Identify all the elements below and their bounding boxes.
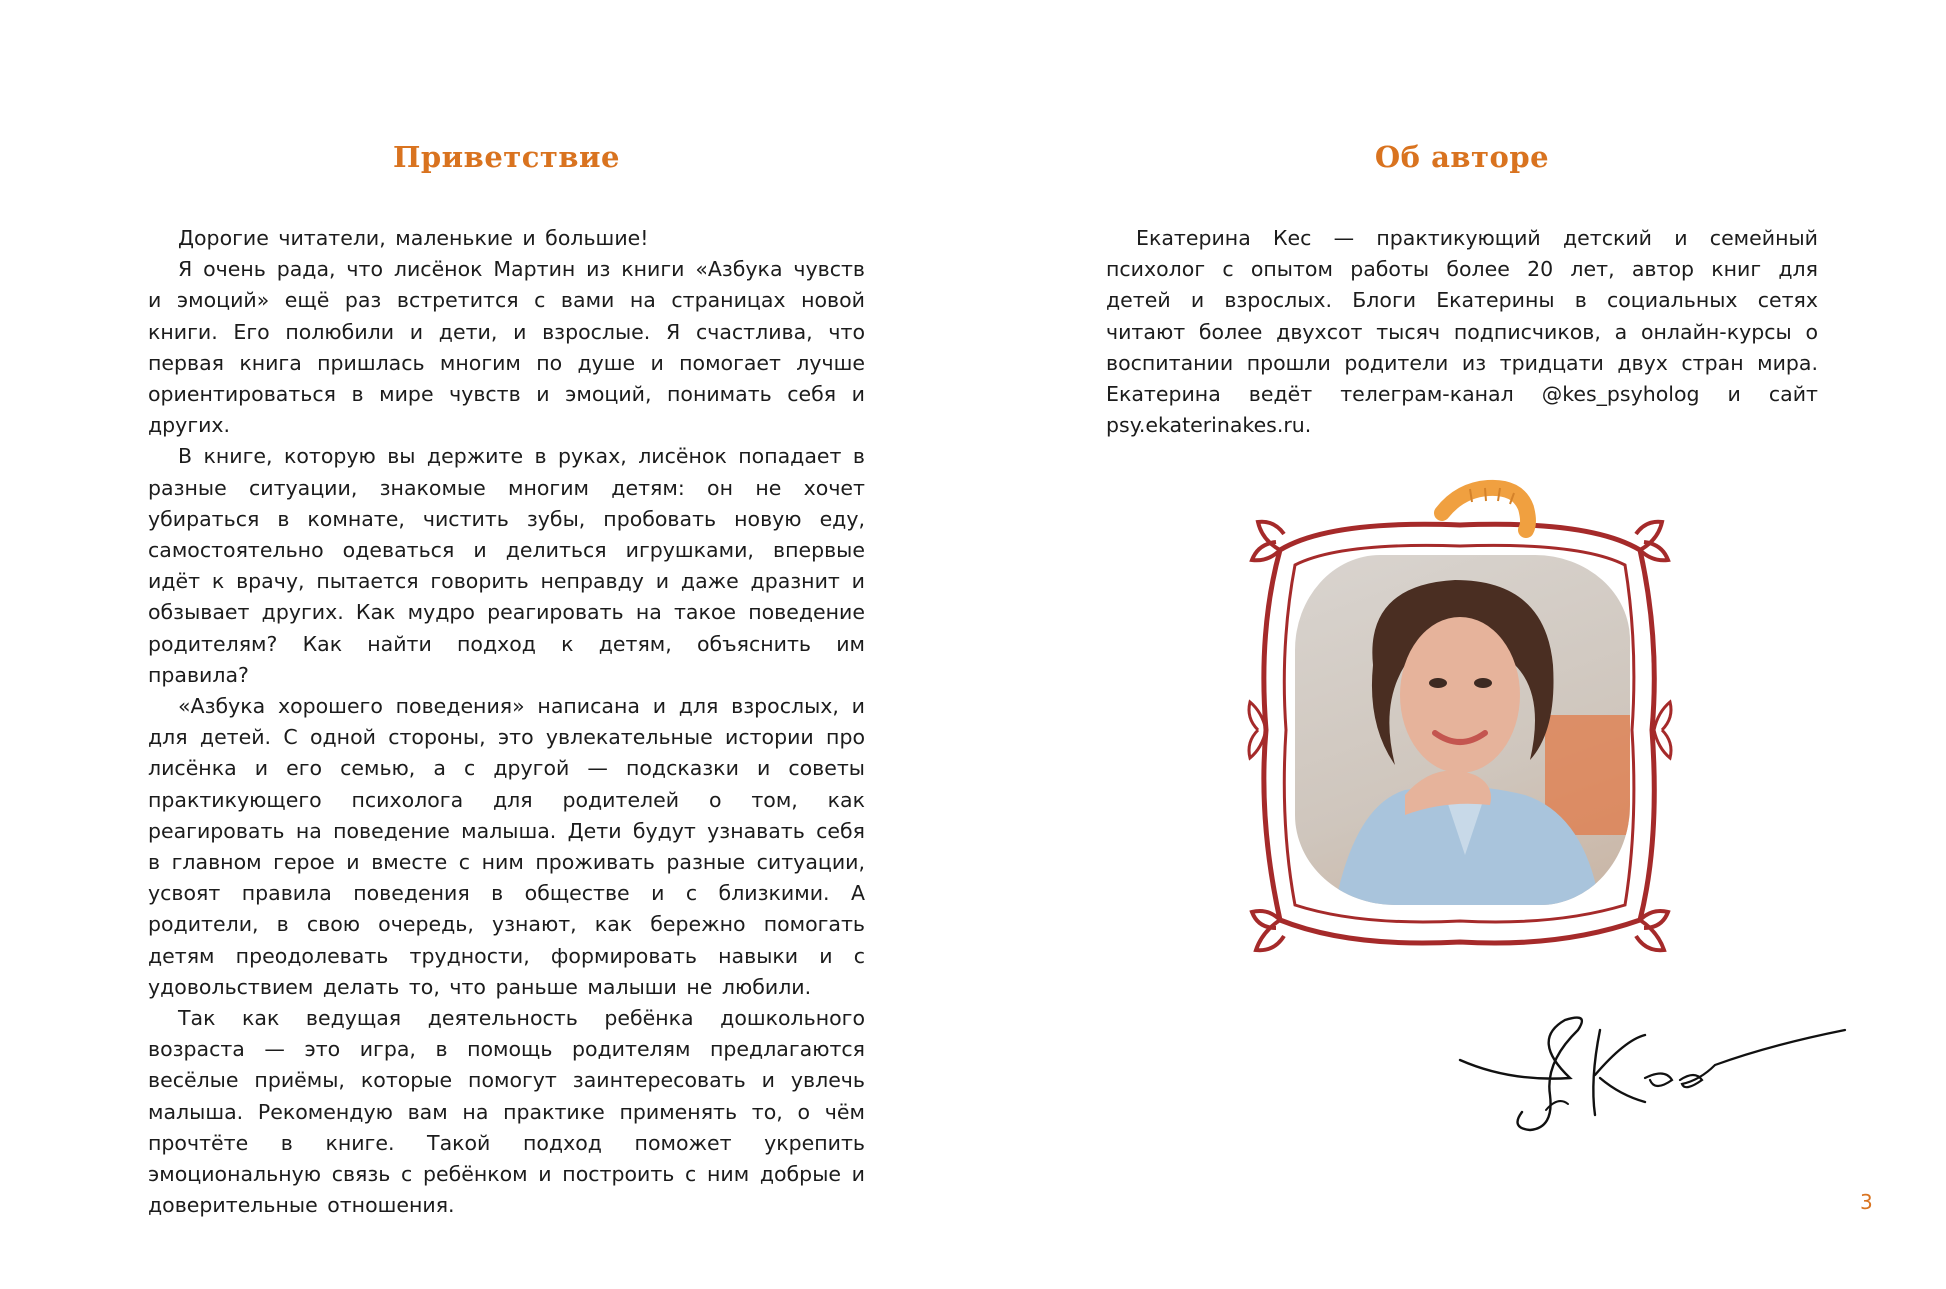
greeting-paragraph: Дорогие читатели, маленькие и большие! (178, 226, 649, 250)
ornate-frame-icon (1240, 480, 1680, 980)
greeting-title: Приветствие (393, 140, 620, 174)
greeting-paragraph: Я очень рада, что лисёнок Мартин из книги «Азбука чувств и эмоций» ещё раз встретится с вами на страницах новой книги. Его полюбили и дети, и взрослые. Я счастлива, что первая книга пришлась многим по душе и помогает лучше ориентироваться в мире чувств и эмоций, понимать себя и других. (148, 257, 865, 438)
about-author-title: Об авторе (1374, 140, 1550, 174)
greeting-paragraph: «Азбука хорошего поведения» написана и для взрослых, и для детей. С одной стороны, это увлекательные истории про лисёнка и его семью, а с другой — подсказки и советы практикующего психолога для родителей о том, как реагировать на поведение малыша. Дети будут узнавать себя в главном герое и вместе с ним проживать разные ситуации, усвоят правила поведения в обществе и с близкими. А родители, в свою очередь, узнают, как бережно помогать детям преодолевать трудности, формировать навыки и с удовольствием делать то, что раньше малыши не любили. (148, 694, 865, 999)
worm-icon (1430, 468, 1550, 538)
author-portrait (1240, 480, 1680, 980)
greeting-paragraph: В книге, которую вы держите в руках, лисёнок попадает в разные ситуации, знакомые многим детям: он не хочет убираться в комнате, чистить зубы, пробовать новую еду, самостоятельно одеваться и делиться игрушками, впервые идёт к врачу, пытается говорить неправду и даже дразнит и обзывает других. Как мудро реагировать на такое поведение родителям? Как найти подход к детям, объяснить им правила? (148, 444, 865, 687)
greeting-section (148, 140, 865, 1222)
signature-icon (1450, 1000, 1850, 1150)
about-author-paragraph: Екатерина Кес — практикующий детский и семейный психолог с опытом работы более 20 лет, автор книг для детей и взрослых. Блоги Екатерины в социальных сетях читают более двухсот тысяч подписчиков, а онлайн-курсы о воспитании прошли родители из тридцати двух стран мира. Екатерина ведёт телеграм-канал @kes_psyholog и сайт psy.ekaterinakes.ru. (1106, 226, 1818, 438)
page-number: 3 (1860, 1190, 1873, 1214)
about-author-section (1106, 140, 1818, 441)
greeting-paragraph: Так как ведущая деятельность ребёнка дошкольного возраста — это игра, в помощь родителям предлагаются весёлые приёмы, которые помогут заинтересовать и увлечь малыша. Рекомендую вам на практике применять то, о чём прочтёте в книге. Такой подход поможет укрепить эмоциональную связь с ребёнком и построить с ним добрые и доверительные отношения. (148, 1006, 865, 1218)
